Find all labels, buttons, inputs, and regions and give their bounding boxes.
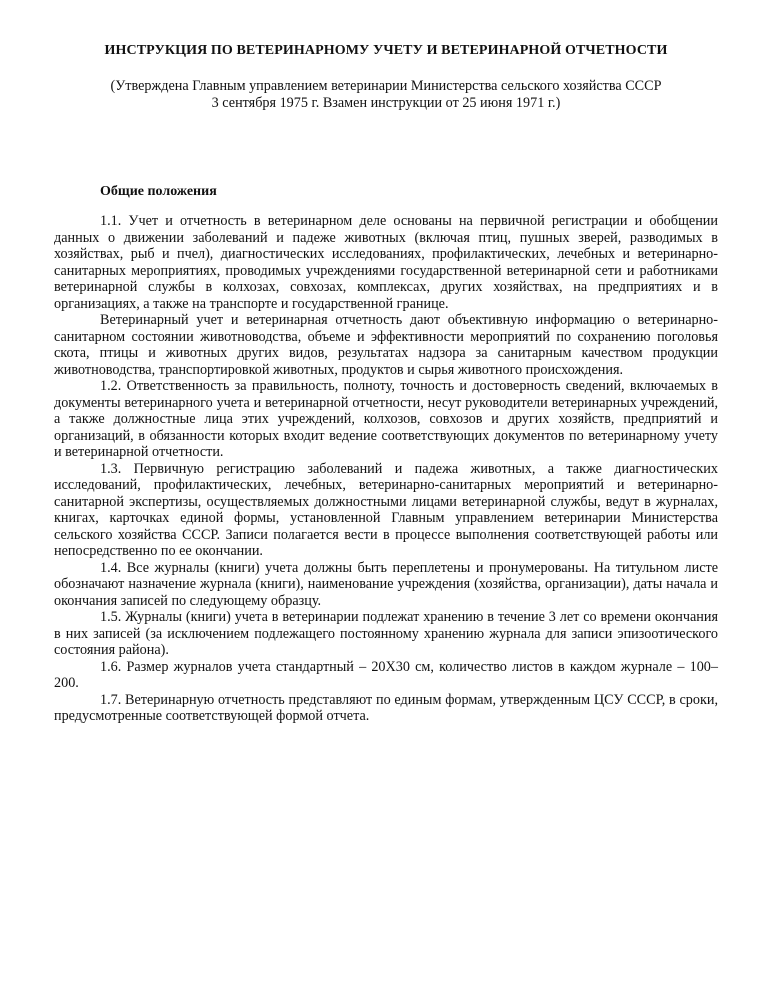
- approval-note: [54, 78, 718, 112]
- approval-note-line-2: 3 сентября 1975 г. Взамен инструкции от 25 июня 1971 г.): [211, 95, 561, 111]
- approval-note-line-1: (Утверждена Главным управлением ветеринарии Министерства сельского хозяйства СССР: [110, 78, 662, 94]
- paragraph-1-7: 1.7. Ветеринарную отчетность представляют по единым формам, утвержденным ЦСУ СССР, в сроки, предусмотренные соответствующей формой отчета.: [54, 691, 718, 724]
- paragraph-1-6: 1.6. Размер журналов учета стандартный – 20Х30 см, количество листов в каждом журнале – 100–200.: [54, 658, 718, 691]
- paragraph-1-1-continued: Ветеринарный учет и ветеринарная отчетность дают объективную информацию о ветеринарно-санитарном состоянии животноводства, объеме и эффективности мероприятий по сохранению поголовья скота, птицы и животных других видов, результатах надзора за санитарным качеством продукции животноводства, транспортировкой животных, продуктов и сырья животного происхождения.: [54, 312, 718, 378]
- section-heading: Общие положения: [100, 184, 217, 199]
- paragraph-1-2: 1.2. Ответственность за правильность, полноту, точность и достоверность сведений, включаемых в документы ветеринарного учета и ветеринарной отчетности, несут руководители ветеринарных учреждений, а также должностные лица этих учреждений, колхозов, совхозов и других хозяйств, предприятий и организаций, в обязанности которых входит ведение соответствующих документов по ветеринарному учету и ветеринарной отчетности.: [54, 378, 718, 460]
- paragraph-1-1: 1.1. Учет и отчетность в ветеринарном деле основаны на первичной регистрации и обобщении данных о движении заболеваний и падеже животных (включая птиц, пушных зверей, разводимых в хозяйствах, рыб и пчел), диагностических исследованиях, профилактических, лечебных и ветеринарно-санитарных мероприятиях, проводимых учреждениями государственной ветеринарной сети и работниками ветеринарной службы в колхозах, совхозах, комплексах, других хозяйствах, на предприятиях и в организациях, а также на транспорте и государственной границе.: [54, 213, 718, 312]
- document-body: [54, 213, 718, 725]
- document-title: ИНСТРУКЦИЯ ПО ВЕТЕРИНАРНОМУ УЧЕТУ И ВЕТЕРИНАРНОЙ ОТЧЕТНОСТИ: [104, 43, 668, 58]
- paragraph-1-4: 1.4. Все журналы (книги) учета должны быть переплетены и пронумерованы. На титульном листе обозначают назначение журнала (книги), наименование учреждения (хозяйства, организации), даты начала и окончания записей по следующему образцу.: [54, 559, 718, 609]
- paragraph-1-5: 1.5. Журналы (книги) учета в ветеринарии подлежат хранению в течение 3 лет со времени окончания в них записей (за исключением подлежащего постоянному хранению журнала для записи эпизоотического состояния района).: [54, 609, 718, 658]
- paragraph-1-3: 1.3. Первичную регистрацию заболеваний и падежа животных, а также диагностических исследований, профилактических, лечебных, ветеринарно-санитарных мероприятий и ветеринарно-санитарной экспертизы, осуществляемых должностными лицами ветеринарной службы, ведут в журналах, книгах, карточках единой формы, установленной Главным управлением ветеринарии Министерства сельского хозяйства СССР. Записи полагается вести в процессе выполнения соответствующей работы или непосредственно по ее окончании.: [54, 460, 718, 559]
